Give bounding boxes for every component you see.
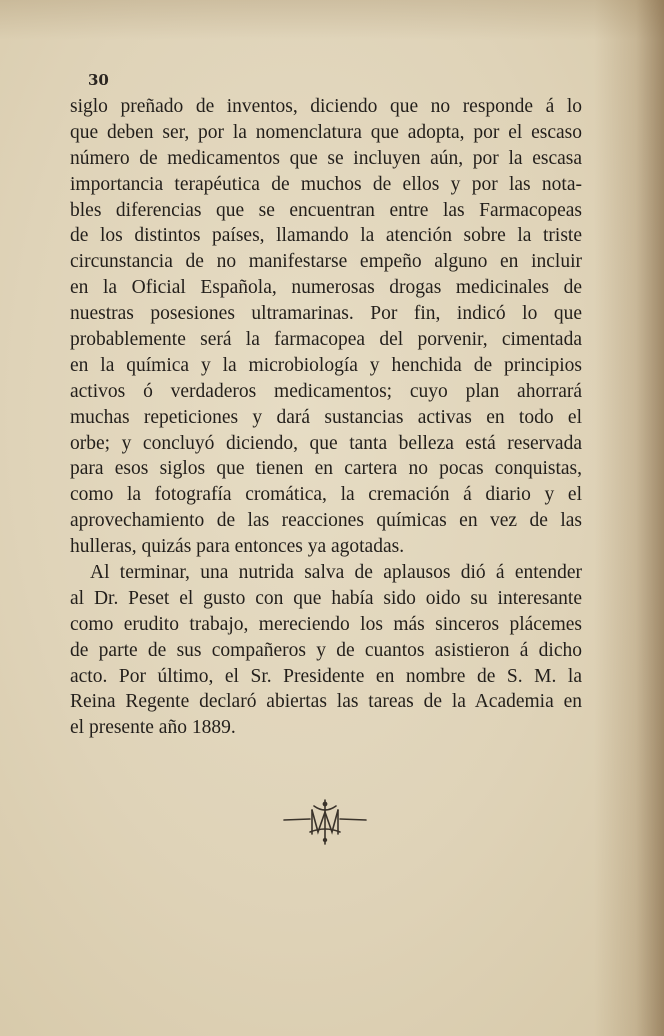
text-line: hulleras, quizás para entonces ya agotadas. — [70, 536, 405, 558]
text-line: Al terminar, una nutrida salva de aplausos dió á entender — [90, 562, 582, 584]
page-top-shadow — [0, 0, 664, 40]
text-line: Reina Regente declaró abiertas las tareas de la Academia en — [70, 691, 582, 713]
text-line: acto. Por último, el Sr. Presidente en nombre de S. M. la — [70, 665, 582, 687]
text-line: de los distintos países, llamando la atención sobre la triste — [70, 225, 582, 247]
text-line: bles diferencias que se encuentran entre las Farmacopeas — [70, 199, 582, 221]
text-line: probablemente será la farmacopea del porvenir, cimentada — [70, 329, 582, 351]
page-number: 30 — [88, 71, 109, 89]
text-line: como la fotografía cromática, la cremación á diario y el — [70, 484, 582, 506]
printer-ornament-icon — [282, 798, 368, 846]
text-line: importancia terapéutica de muchos de ellos y por las nota- — [70, 173, 582, 195]
text-line: orbe; y concluyó diciendo, que tanta belleza está reservada — [70, 432, 582, 454]
text-line: muchas repeticiones y dará sustancias activas en todo el — [70, 406, 582, 428]
text-line: en la química y la microbiología y henchida de principios — [70, 354, 582, 376]
text-line: como erudito trabajo, mereciendo los más sinceros plácemes — [70, 613, 582, 635]
text-line: el presente año 1889. — [70, 717, 236, 739]
text-line: en la Oficial Española, numerosas drogas medicinales de — [70, 277, 582, 299]
text-line: que deben ser, por la nomenclatura que adopta, por el escaso — [70, 121, 582, 143]
text-line: circunstancia de no manifestarse empeño alguno en incluir — [70, 251, 582, 273]
text-line: siglo preñado de inventos, diciendo que no responde á lo — [70, 96, 582, 117]
text-line: aprovechamiento de las reacciones químicas en vez de las — [70, 510, 582, 532]
body-text — [70, 94, 582, 741]
text-line: nuestras posesiones ultramarinas. Por fin, indicó lo que — [70, 303, 582, 325]
text-line: al Dr. Peset el gusto con que había sido oido su interesante — [70, 587, 582, 609]
text-line: número de medicamentos que se incluyen aún, por la escasa — [70, 147, 582, 169]
page-edge-shadow — [594, 0, 664, 1036]
text-line: activos ó verdaderos medicamentos; cuyo plan ahorrará — [70, 380, 582, 402]
text-line: para esos siglos que tienen en cartera no pocas conquistas, — [70, 458, 582, 480]
text-line: de parte de sus compañeros y de cuantos asistieron á dicho — [70, 639, 582, 661]
